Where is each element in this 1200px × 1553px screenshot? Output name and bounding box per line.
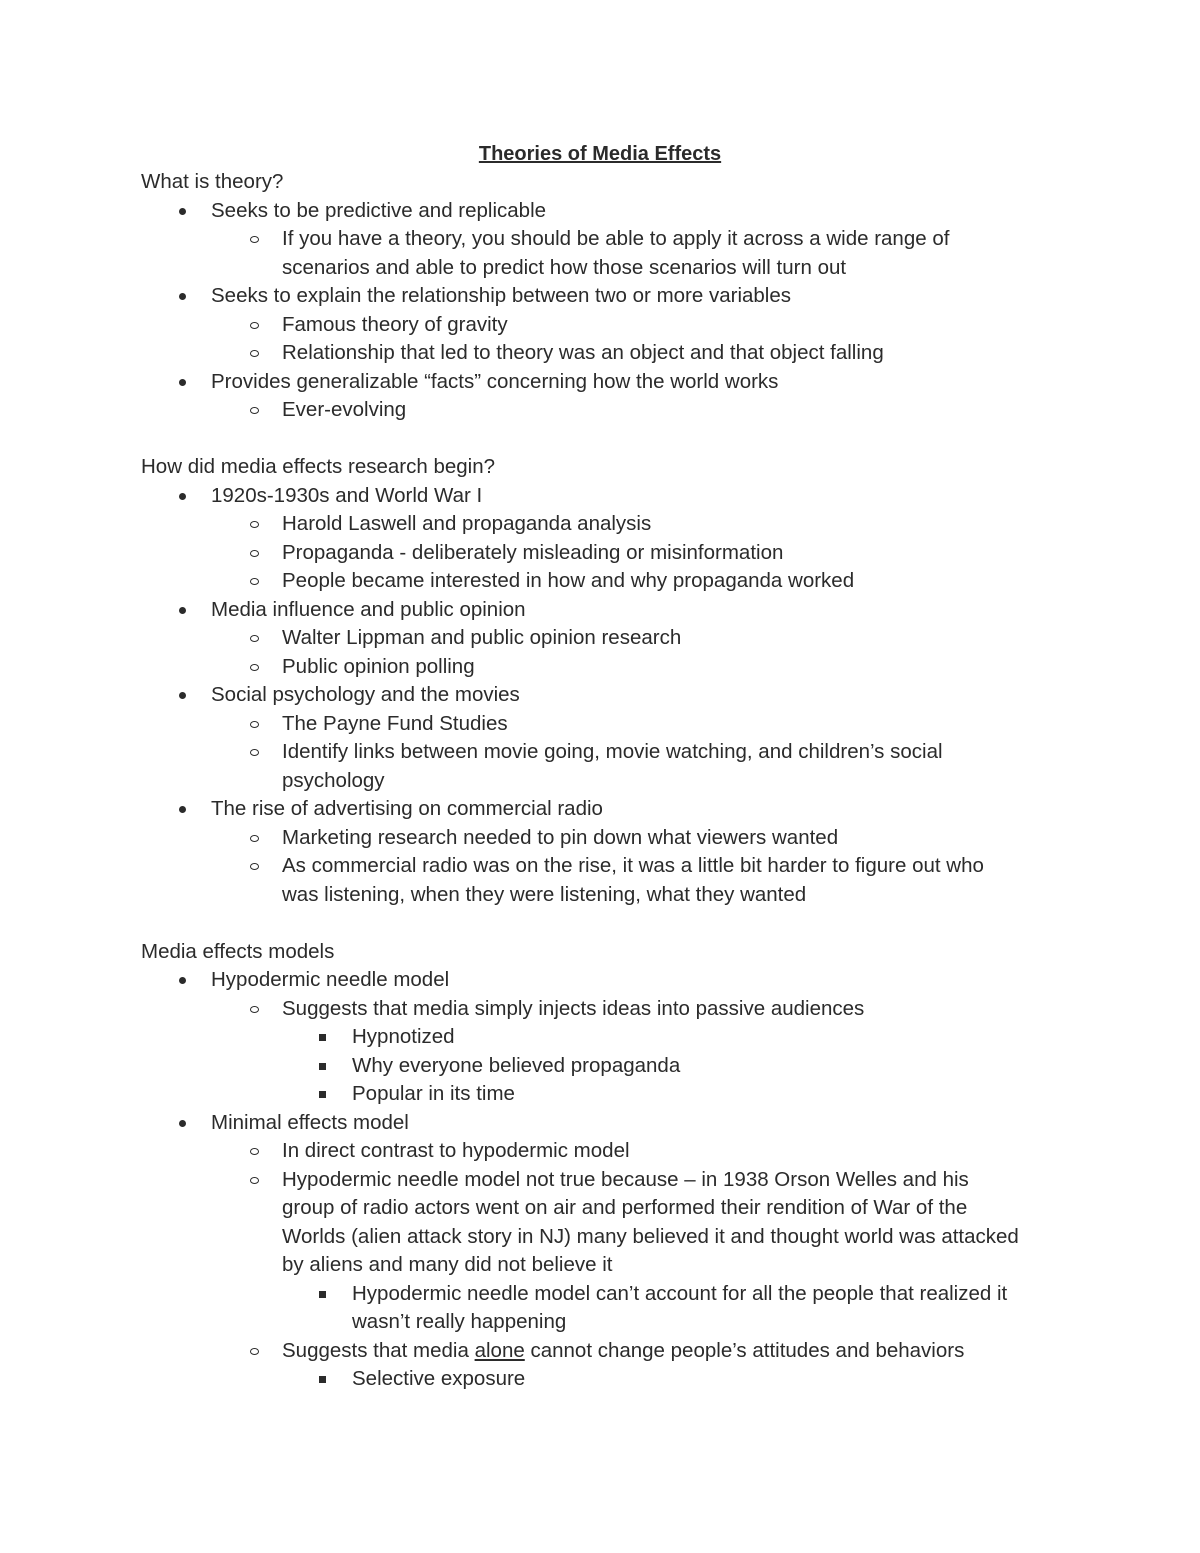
- text-after: cannot change people’s attitudes and behaviors: [524, 1338, 965, 1362]
- list-item: Seeks to be predictive and replicable: [141, 197, 1081, 226]
- list-item: The rise of advertising on commercial radio: [141, 795, 1081, 824]
- underlined-word: alone: [474, 1338, 525, 1362]
- square-bullet-icon: [319, 1365, 326, 1394]
- list-item: Propaganda - deliberately misleading or misinformation: [141, 539, 1081, 568]
- square-bullet-icon: [319, 1080, 326, 1109]
- hollow-bullet-icon: [250, 225, 259, 254]
- list-item-continuation: was listening, when they were listening, what they wanted: [282, 882, 807, 906]
- filled-bullet-icon: [179, 966, 186, 995]
- hollow-bullet-icon: [250, 852, 259, 881]
- list-item: Hypodermic needle model can’t account for all the people that realized it: [141, 1280, 1081, 1309]
- hollow-bullet-icon: [250, 653, 259, 682]
- hollow-bullet-icon: [250, 539, 259, 568]
- square-bullet-icon: [319, 1280, 326, 1309]
- list-item-continuation: Worlds (alien attack story in NJ) many believed it and thought world was attacked: [282, 1224, 1019, 1248]
- hollow-bullet-icon: [250, 1166, 259, 1195]
- filled-bullet-icon: [179, 197, 186, 226]
- section-heading: Media effects models: [141, 939, 335, 963]
- list-item: Selective exposure: [141, 1365, 1081, 1394]
- list-item: Hypodermic needle model: [141, 966, 1081, 995]
- list-item: Identify links between movie going, movie watching, and children’s social: [141, 738, 1081, 767]
- list-item: If you have a theory, you should be able to apply it across a wide range of: [141, 225, 1081, 254]
- hollow-bullet-icon: [250, 824, 259, 853]
- hollow-bullet-icon: [250, 311, 259, 340]
- section-heading: How did media effects research begin?: [141, 455, 496, 478]
- blank-line: [141, 425, 1081, 454]
- list-item: In direct contrast to hypodermic model: [141, 1137, 1081, 1166]
- filled-bullet-icon: [179, 596, 186, 625]
- list-item-continuation: psychology: [282, 768, 385, 792]
- list-item: Ever-evolving: [141, 396, 1081, 425]
- list-item-continuation: wasn’t really happening: [352, 1310, 567, 1333]
- list-item: [141, 1337, 1081, 1366]
- list-item: Minimal effects model: [141, 1109, 1081, 1138]
- hollow-bullet-icon: [250, 1337, 259, 1366]
- filled-bullet-icon: [179, 1109, 186, 1138]
- list-item: Provides generalizable “facts” concerning how the world works: [141, 368, 1081, 397]
- filled-bullet-icon: [179, 282, 186, 311]
- hollow-bullet-icon: [250, 738, 259, 767]
- text-before: Suggests that media: [282, 1338, 475, 1362]
- list-item: Public opinion polling: [141, 653, 1081, 682]
- list-item: Popular in its time: [141, 1080, 1081, 1109]
- list-item: Why everyone believed propaganda: [141, 1052, 1081, 1081]
- document-title: Theories of Media Effects: [478, 143, 722, 165]
- list-item: Hypodermic needle model not true because – in 1938 Orson Welles and his: [141, 1166, 1081, 1195]
- list-item: Walter Lippman and public opinion research: [141, 624, 1081, 653]
- list-item: People became interested in how and why propaganda worked: [141, 567, 1081, 596]
- square-bullet-icon: [319, 1052, 326, 1081]
- blank-line: [141, 909, 1081, 938]
- list-item-continuation: group of radio actors went on air and performed their rendition of War of the: [282, 1196, 968, 1219]
- list-item: Suggests that media simply injects ideas into passive audiences: [141, 995, 1081, 1024]
- list-item: 1920s-1930s and World War I: [141, 482, 1081, 511]
- hollow-bullet-icon: [250, 624, 259, 653]
- hollow-bullet-icon: [250, 995, 259, 1024]
- list-item: Social psychology and the movies: [141, 681, 1081, 710]
- list-item: Relationship that led to theory was an object and that object falling: [141, 339, 1081, 368]
- document-body: [141, 168, 1081, 1394]
- hollow-bullet-icon: [250, 339, 259, 368]
- list-item: Hypnotized: [141, 1023, 1081, 1052]
- list-item: Marketing research needed to pin down what viewers wanted: [141, 824, 1081, 853]
- filled-bullet-icon: [179, 681, 186, 710]
- list-item: As commercial radio was on the rise, it was a little bit harder to figure out who: [141, 852, 1081, 881]
- list-item-continuation: scenarios and able to predict how those scenarios will turn out: [282, 255, 847, 279]
- hollow-bullet-icon: [250, 567, 259, 596]
- list-item: Famous theory of gravity: [141, 311, 1081, 340]
- list-item-continuation: by aliens and many did not believe it: [282, 1253, 613, 1276]
- list-item: Harold Laswell and propaganda analysis: [141, 510, 1081, 539]
- filled-bullet-icon: [179, 795, 186, 824]
- filled-bullet-icon: [179, 482, 186, 511]
- list-item: The Payne Fund Studies: [141, 710, 1081, 739]
- hollow-bullet-icon: [250, 510, 259, 539]
- section-heading: What is theory?: [141, 170, 284, 193]
- hollow-bullet-icon: [250, 1137, 259, 1166]
- hollow-bullet-icon: [250, 710, 259, 739]
- list-item: Media influence and public opinion: [141, 596, 1081, 625]
- list-item: Seeks to explain the relationship between two or more variables: [141, 282, 1081, 311]
- square-bullet-icon: [319, 1023, 326, 1052]
- filled-bullet-icon: [179, 368, 186, 397]
- hollow-bullet-icon: [250, 396, 259, 425]
